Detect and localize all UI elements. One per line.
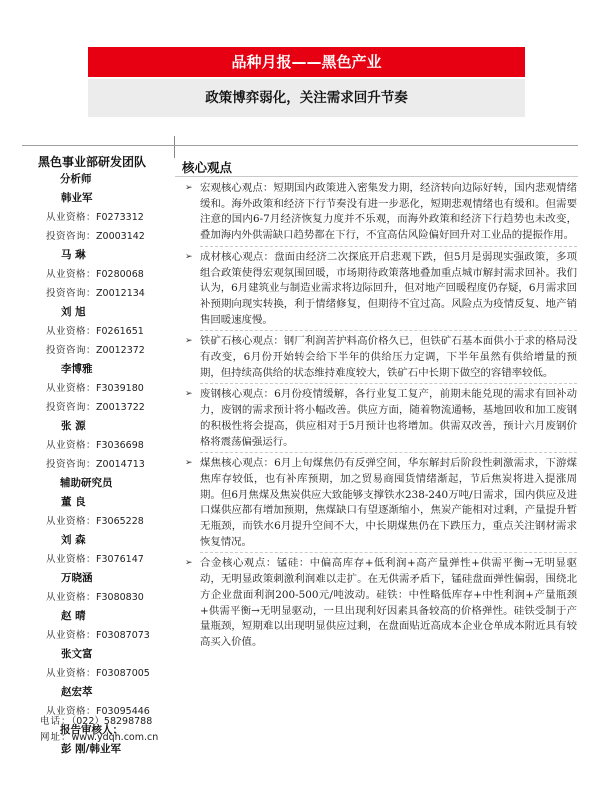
member-name: 刘 旭 [61, 306, 86, 318]
member-name: 赵 晴 [61, 610, 86, 622]
core-view-item [185, 334, 577, 381]
member-name: 赵宏萃 [61, 686, 93, 698]
credential-line [46, 436, 176, 455]
credential-line [46, 227, 176, 246]
team-title: 黑色事业部研发团队 [38, 155, 147, 169]
bullet-separator [200, 246, 577, 247]
credential-label: 从业资格： [46, 516, 97, 527]
report-subtitle: 政策博弈弱化，关注需求回升节奏 [88, 79, 525, 117]
core-view-text: 煤焦核心观点：6月上旬煤焦仍有反弹空间，华东解封后阶段性刺激需求，下游煤焦库存较低，也有补库预期，加之贸易商囤货情绪渐起，节后焦炭将进入提涨周期。但6月焦煤及焦炭供应大致能够支撑铁水238-240万吨/日需求，国内供应及进口煤供应都有增加预期，焦煤缺口有望逐渐缩小，焦炭产能相对过剩，产量提升暂无瓶颈，而铁水6月提升空间不大，中长期煤焦仍在下跌压力，重点关注钢材需求恢复情况。 [200, 457, 577, 548]
credential-line [46, 664, 176, 683]
member-name: 董 良 [61, 496, 86, 508]
core-view-text: 宏观核心观点：短期国内政策进入密集发力期，经济转向边际好转，国内悲观情绪缓和。海外政策和经济下行节奏没有进一步恶化，短期悲观情绪也有缓和。但需要注意的国内6-7月经济恢复力度并不乐观，而海外政策和经济下行趋势也未改变，叠加海内外供需缺口趋势都在下行，不宜高估风险偏好回升对工业品的提振作用。 [200, 182, 577, 242]
credential-number: Z0003142 [96, 231, 145, 242]
credential-label: 从业资格： [46, 592, 97, 603]
arrow-bullet-icon: ➢ [185, 458, 193, 469]
credential-label: 从业资格： [46, 630, 97, 641]
arrow-bullet-icon: ➢ [185, 183, 193, 193]
credential-number: F03095446 [96, 706, 150, 717]
credential-number: F03087005 [96, 668, 150, 679]
credential-number: F0280068 [96, 269, 144, 280]
credential-label: 投资咨询： [46, 402, 97, 413]
credential-number: Z0012372 [96, 345, 145, 356]
member-name: 万晓涵 [61, 572, 93, 584]
phone-value: （022）58298788 [71, 716, 153, 727]
column-divider [174, 136, 175, 158]
credential-line [46, 208, 176, 227]
member-name: 彭 刚/韩业军 [61, 743, 121, 755]
core-view-text: 合金核心观点：锰硅：中偏高库存+低利润+高产量弹性+供需平衡→无明显驱动，无明显政策刺激利润难以走扩。在无供需矛盾下，锰硅盘面弹性偏弱，围绕北方企业盘面利润200-500元/吨波动。硅铁：中性略低库存+中性利润+产量瓶颈+供需平衡→无明显驱动，一旦出现利好因素具备较高的价格弹性。硅铁受制于产量瓶颈，短期难以出现明显供应过剩，在盘面贴近高成本企业仓单成本附近具有较高买入价值。 [200, 557, 577, 648]
credential-line [46, 455, 176, 474]
arrow-bullet-icon: ➢ [185, 336, 193, 347]
bullet-separator [200, 452, 577, 453]
credential-number: F0261651 [96, 326, 144, 337]
report-title-banner: 品种月报——黑色产业 [88, 47, 525, 77]
credential-number: F03087073 [96, 630, 150, 641]
core-view-item [185, 456, 577, 550]
credential-label: 从业资格： [46, 269, 97, 280]
core-view-item [185, 387, 577, 450]
credential-line [46, 512, 176, 531]
team-role: 辅助研究员 [60, 477, 113, 489]
website-label: 网址： [40, 732, 72, 743]
arrow-bullet-icon: ➢ [185, 558, 193, 569]
core-view-text: 铁矿石核心观点：钢厂利润苦护料高价格久已，但铁矿石基本面供小于求的格局没有改变，6月份开始转会给下半年的供给压力定调，下半年虽然有供给增量的预期，但持续高供给的状态维持难度较大，铁矿石中长期下做空的容错率较低。 [200, 335, 577, 379]
core-view-text: 成材核心观点：盘面由经济二次探底开启悲观下跌，但5月是弱现实强政策，多项组合政策使得宏观氛围回暖，市场期待政策落地叠加重点城市解封需求回补。我们认为，6月建筑业与制造业需求将边际回升，但对地产回暖程度仍存疑，6月需求回补预期向现实转换，利于情绪修复，但期待不宜过高。风险点为疫情反复、地产销售回暖速度慢。 [200, 250, 577, 326]
credential-label: 从业资格： [46, 668, 97, 679]
credential-line [46, 284, 176, 303]
core-view-item [185, 250, 577, 329]
credential-label: 投资咨询： [46, 459, 97, 470]
member-name: 张 源 [61, 420, 86, 432]
credential-number: Z0013722 [96, 402, 145, 413]
core-view-item [185, 556, 577, 650]
member-name: 马 琳 [61, 249, 86, 261]
core-view-item [185, 181, 577, 244]
member-name: 刘 森 [61, 534, 86, 546]
top-rule [22, 145, 578, 146]
credential-label: 投资咨询： [46, 345, 97, 356]
bullet-separator [200, 552, 577, 553]
phone-label: 电话： [40, 716, 72, 727]
credential-number: F3080830 [96, 592, 144, 603]
credential-number: Z0014713 [96, 459, 145, 470]
website-link[interactable]: www.ydqh.com.cn [71, 732, 159, 743]
credential-line [46, 626, 176, 645]
section-title: 核心观点 [182, 160, 233, 175]
credential-number: F3076147 [96, 554, 144, 565]
credential-line [46, 588, 176, 607]
core-view-text: 废钢核心观点：6月份疫情缓解，各行业复工复产，前期未能兑现的需求有回补动力，废钢的需求预计将小幅改善。供应方面，随着物流通畅，基地回收和加工废钢的积极性将会提高，供应相对于5月预计也将增加。供需双改善，预计六月废钢价格将震荡偏强运行。 [200, 388, 577, 448]
team-role: 分析师 [60, 173, 92, 185]
phone-line [40, 714, 158, 730]
team-role: 报告审核人： [60, 724, 123, 736]
credential-number: F3065228 [96, 516, 144, 527]
website-line [40, 730, 158, 746]
member-name: 张文富 [61, 648, 93, 660]
core-views-list [185, 181, 577, 653]
credential-line [46, 398, 176, 417]
arrow-bullet-icon: ➢ [185, 389, 193, 400]
credential-label: 从业资格： [46, 440, 97, 451]
arrow-bullet-icon: ➢ [185, 251, 193, 262]
contact-block [40, 714, 158, 746]
bullet-separator [200, 383, 577, 384]
credential-label: 投资咨询： [46, 231, 97, 242]
credential-number: Z0012134 [96, 288, 145, 299]
member-name: 李博雅 [61, 363, 93, 375]
credential-label: 从业资格： [46, 554, 97, 565]
bullet-separator [200, 330, 577, 331]
credential-line [46, 379, 176, 398]
section-rule [175, 176, 578, 177]
credential-label: 从业资格： [46, 706, 97, 717]
credential-number: F3036698 [96, 440, 144, 451]
credential-line [46, 341, 176, 360]
team-list [46, 170, 176, 759]
credential-line [46, 265, 176, 284]
credential-number: F3039180 [96, 383, 144, 394]
credential-label: 从业资格： [46, 212, 97, 223]
credential-line [46, 550, 176, 569]
member-name: 韩业军 [61, 192, 93, 204]
credential-number: F0273312 [96, 212, 144, 223]
credential-line [46, 322, 176, 341]
credential-label: 从业资格： [46, 326, 97, 337]
credential-label: 投资咨询： [46, 288, 97, 299]
credential-label: 从业资格： [46, 383, 97, 394]
